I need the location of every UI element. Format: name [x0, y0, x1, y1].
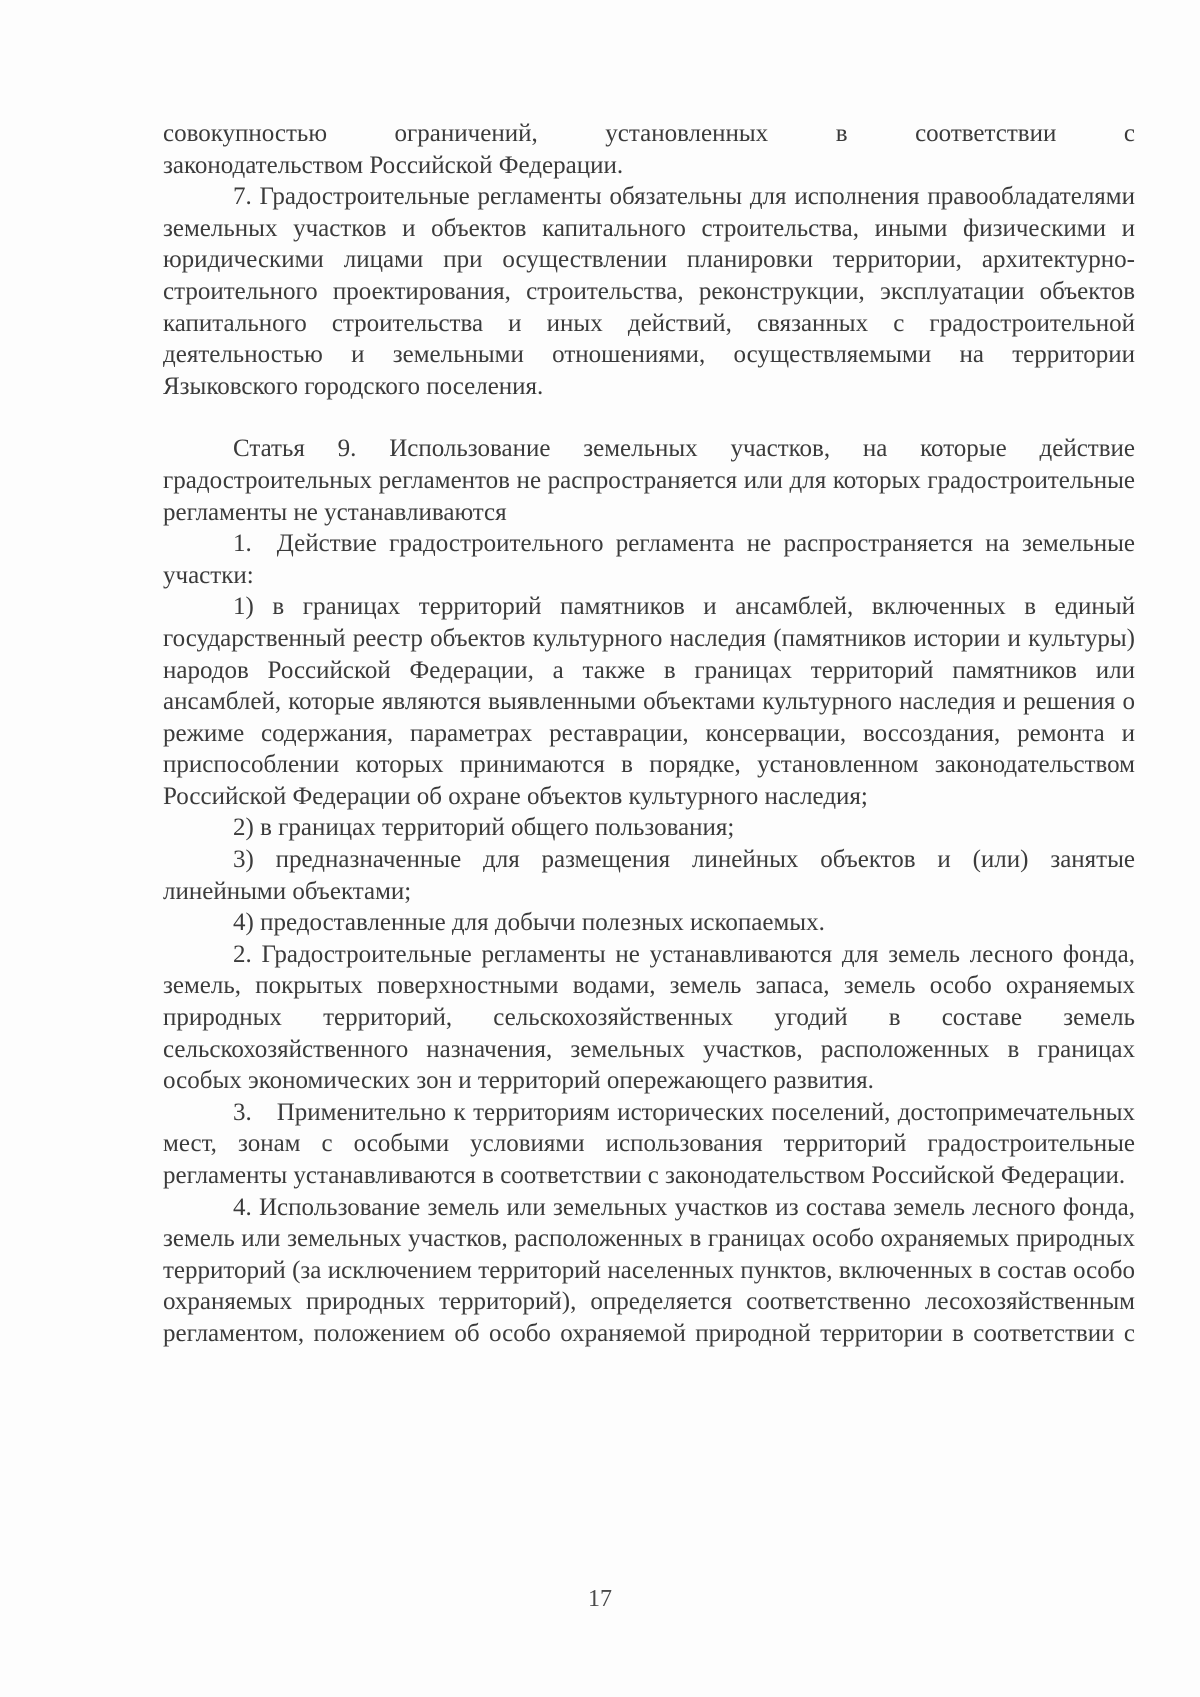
- continuation-line-2: законодательством Российской Федерации.: [163, 151, 624, 179]
- article-9-item-1: 1. Действие градостроительного регламента не распространяется на земельные участки:: [163, 530, 1135, 589]
- continuation-line-1: совокупностью ограничений, установленных в соответствии с: [163, 120, 1135, 147]
- paragraph-7: 7. Градостроительные регламенты обязательны для исполнения правообладателями земельных участков и объектов капитального строительства, иными физическими и юридическими лицами при осуществлении планировки территории, архитектурно-строительного проектирования, строительства, реконструкции, эксплуатации объектов капитального строительства и иных действий, связанных с градостроительной деятельностью и земельными отношениями, осуществляемыми на территории Языковского городского поселения.: [163, 183, 1135, 400]
- article-9-subitem-2: 2) в границах территорий общего пользования;: [233, 814, 735, 842]
- article-9-subitem-3: 3) предназначенные для размещения линейных объектов и (или) занятые линейными объектами;: [163, 846, 1135, 905]
- article-9-item-3: 3. Применительно к территориям исторических поселений, достопримечательных мест, зонам с особыми условиями использования территорий градостроительные регламенты устанавливаются в соответствии с законодательством Российской Федерации.: [163, 1098, 1135, 1189]
- document-body: [163, 118, 1135, 1350]
- article-9-subitem-1: 1) в границах территорий памятников и ансамблей, включенных в единый государственный реестр объектов культурного наследия (памятников истории и культуры) народов Российской Федерации, а также в границах территорий памятников или ансамблей, которые являются выявленными объектами культурного наследия и решения о режиме содержания, параметрах реставрации, консервации, воссоздания, ремонта и приспособлении которых принимаются в порядке, установленном законодательством Российской Федерации об охране объектов культурного наследия;: [163, 593, 1135, 810]
- page-number: 17: [588, 1586, 612, 1612]
- article-9-heading: Статья 9. Использование земельных участков, на которые действие градостроительных регламентов не распространяется или для которых градостроительные регламенты не устанавливаются: [163, 435, 1135, 526]
- article-9-item-2: 2. Градостроительные регламенты не устанавливаются для земель лесного фонда, земель, покрытых поверхностными водами, земель запаса, земель особо охраняемых природных территорий, сельскохозяйственных угодий в составе земель сельскохозяйственного назначения, земельных участков, расположенных в границах особых экономических зон и территорий опережающего развития.: [163, 940, 1135, 1095]
- article-9-subitem-4: 4) предоставленные для добычи полезных ископаемых.: [233, 909, 825, 937]
- article-9-item-4: 4. Использование земель или земельных участков из состава земель лесного фонда, земель или земельных участков, расположенных в границах особо охраняемых природных территорий (за исключением территорий населенных пунктов, включенных в состав особо охраняемых природных территорий), определяется соответственно лесохозяйственным регламентом, положением об особо охраняемой природной территории в соответствии с: [163, 1193, 1135, 1347]
